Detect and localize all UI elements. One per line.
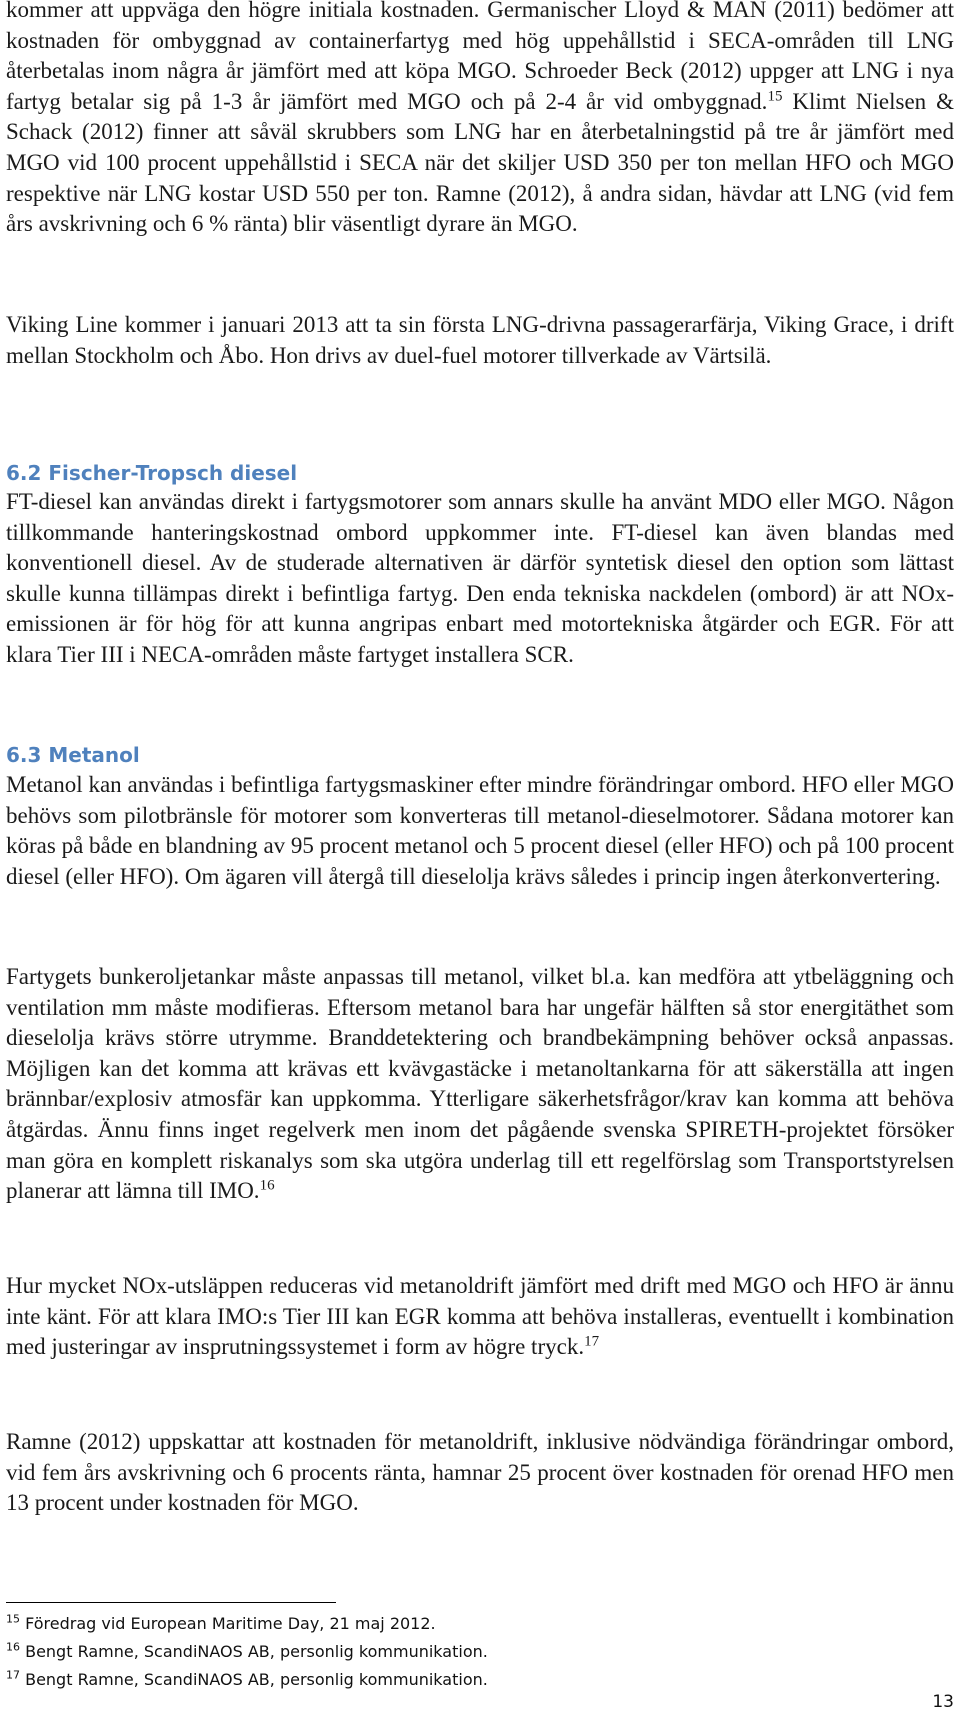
footnote-17: $^{17}$ Bengt Ramne, ScandiNAOS AB, personlig kommunikation. — [6, 1668, 488, 1689]
paragraph-text: Klimt Nielsen & Schack (2012) finner att såväl skrubbers som LNG har en återbetalningstid på tre år jämfört med MGO vid 100 procent uppehållstid i SECA när det skiljer USD 350 per ton mellan HFO och MGO respektive när LNG kostar USD 550 per ton. Ramne (2012), å andra sidan, hävdar att LNG (vid fem års avskrivning och 6 % ränta) blir väsentligt dyrare än MGO. — [6, 88, 954, 237]
paragraph-text: kommer att uppväga den högre initiala kostnaden. Germanischer Lloyd & MAN (2011) bedömer att kostnaden för ombyggnad av containerfartyg med hög uppehållstid i SECA-områden till LNG återbetalas inom några år jämfört med att köpa MGO. Schroeder Beck (2012) uppger att LNG i nya fartyg betalar sig på 1-3 år jämfört med MGO och på 2-4 år vid ombyggnad. — [6, 0, 954, 114]
paragraph-viking-line: Viking Line kommer i januari 2013 att ta sin första LNG-drivna passagerarfärja, Viking Grace, i drift mellan Stockholm och Åbo. Hon drivs av duel-fuel motorer tillverkade av Värtsilä. — [6, 312, 954, 368]
paragraph-text: Fartygets bunkeroljetankar måste anpassas till metanol, vilket bl.a. kan medföra att ytbeläggning och ventilation mm måste modifieras. Eftersom metanol bara har ungefär hälften så stor energitäthet som dieselolja krävs större utrymme. Branddetektering och brandbekämpning behöver också anpassas. Möjligen kan det komma att krävas ett kvävgastäcke i metanoltankarna för att säkerställa att ingen brännbar/explosiv atmosfär kan uppkomma. Ytterligare säkerhetsfrågor/krav kan komma att behöva åtgärdas. Ännu finns inget regelverk men inom det pågående svenska SPIRETH-projektet försöker man göra en komplett riskanalys som ska utgöra underlag till ett regelförslag som Transportstyrelsen planerar att lämna till IMO. — [6, 964, 954, 1204]
section-heading-fischer-tropsch: 6.2 Fischer-Tropsch diesel — [6, 461, 298, 485]
paragraph-nox — [6, 1271, 954, 1363]
paragraph-cost-estimate: Ramne (2012) uppskattar att kostnaden för metanoldrift, inklusive nödvändiga förändringar ombord, vid fem års avskrivning och 6 procents ränta, hamnar 25 procent över kostnaden för orenad HFO men 13 procent under kostnaden för MGO. — [6, 1429, 954, 1516]
footnote-15: $^{15}$ Föredrag vid European Maritime Day, 21 maj 2012. — [6, 1612, 436, 1633]
section-heading-metanol: 6.3 Metanol — [6, 743, 140, 767]
page-number: 13 — [932, 1692, 954, 1712]
footnote-16: $^{16}$ Bengt Ramne, ScandiNAOS AB, personlig kommunikation. — [6, 1640, 488, 1661]
paragraph-lng-payback — [6, 0, 954, 240]
footnote-ref-15: 15 — [767, 88, 783, 105]
footnote-ref-16: 16 — [259, 1177, 275, 1194]
footnote-ref-17: 17 — [584, 1333, 600, 1350]
footnote-separator — [6, 1602, 336, 1603]
paragraph-ft-diesel: FT-diesel kan användas direkt i fartygsmotorer som annars skulle ha använt MDO eller MGO. Någon tillkommande hanteringskostnad ombord uppkommer inte. FT-diesel kan även blandas med konventionell diesel. Av de studerade alternativen är därför syntetisk diesel den option som lättast skulle kunna tillämpas direkt i befintliga fartyg. Den enda tekniska nackdelen (ombord) är att NOx-emissionen är för hög för att kunna angripas enbart med motortekniska åtgärder och EGR. För att klara Tier III i NECA-områden måste fartyget installera SCR. — [6, 489, 954, 667]
paragraph-bunker-tanks — [6, 962, 954, 1207]
paragraph-text: Hur mycket NOx-utsläppen reduceras vid metanoldrift jämfört med drift med MGO och HFO är ännu inte känt. För att klara IMO:s Tier III kan EGR komma att behöva installeras, eventuellt i kombination med justeringar av insprutningssystemet i form av högre tryck. — [6, 1273, 954, 1360]
paragraph-metanol-intro: Metanol kan användas i befintliga fartygsmaskiner efter mindre förändringar ombord. HFO eller MGO behövs som pilotbränsle för motorer som konverteras till metanol-dieselmotorer. Sådana motorer kan köras på både en blandning av 95 procent metanol och 5 procent diesel (eller HFO) och på 100 procent diesel (eller HFO). Om ägaren vill återgå till dieselolja krävs således i princip ingen återkonvertering. — [6, 772, 954, 889]
